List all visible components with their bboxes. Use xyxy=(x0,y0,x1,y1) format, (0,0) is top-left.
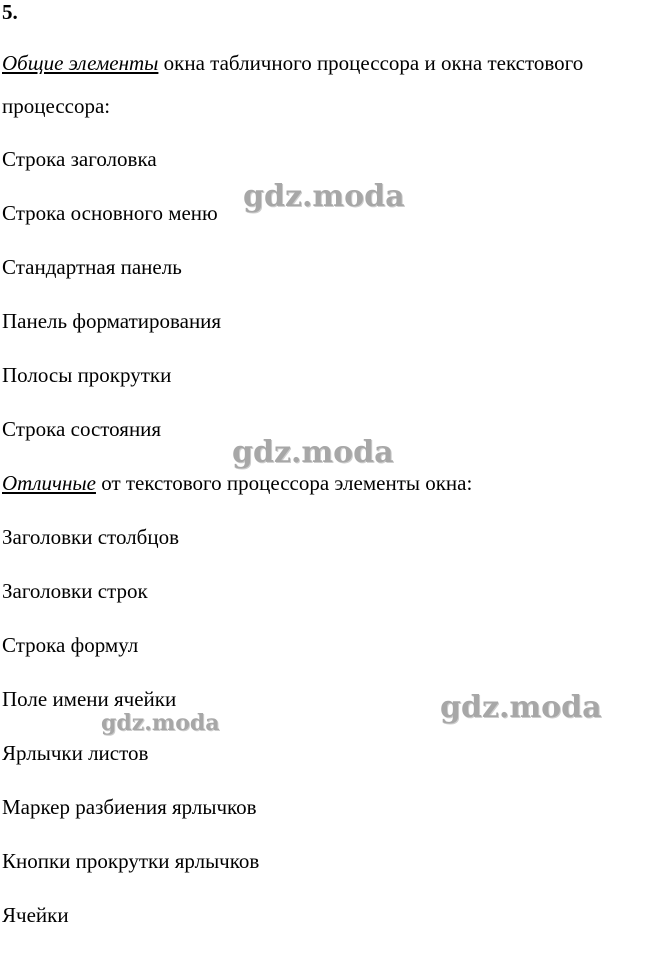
intro-line-2: процессора: xyxy=(2,94,111,118)
list-item: Заголовки столбцов xyxy=(2,525,180,549)
list-item: Стандартная панель xyxy=(2,255,182,279)
distinct-intro-rest: от текстового процессора элементы окна: xyxy=(95,471,473,495)
list-item: Строка заголовка xyxy=(2,147,157,171)
emphasis-common: Общие элементы xyxy=(2,51,159,75)
list-item: Заголовки строк xyxy=(2,579,148,603)
task-number: 5. xyxy=(2,0,18,24)
intro-line xyxy=(2,51,583,75)
watermark: gdz.moda xyxy=(101,710,220,736)
list-item: Ячейки xyxy=(2,903,69,927)
list-item: Полосы прокрутки xyxy=(2,363,172,387)
list-item: Строка состояния xyxy=(2,417,162,441)
list-item: Кнопки прокрутки ярлычков xyxy=(2,849,260,873)
list-item: Ярлычки листов xyxy=(2,741,149,765)
watermark: gdz.moda xyxy=(243,179,405,214)
list-item: Строка основного меню xyxy=(2,201,218,225)
list-item: Маркер разбиения ярлычков xyxy=(2,795,257,819)
intro-rest: окна табличного процессора и окна текстового xyxy=(158,51,584,75)
emphasis-distinct: Отличные xyxy=(2,471,96,495)
list-item: Панель форматирования xyxy=(2,309,222,333)
watermark: gdz.moda xyxy=(440,690,602,725)
list-item: Поле имени ячейки xyxy=(2,687,177,711)
watermark: gdz.moda xyxy=(232,435,394,470)
distinct-intro-line xyxy=(2,471,472,495)
list-item: Строка формул xyxy=(2,633,139,657)
